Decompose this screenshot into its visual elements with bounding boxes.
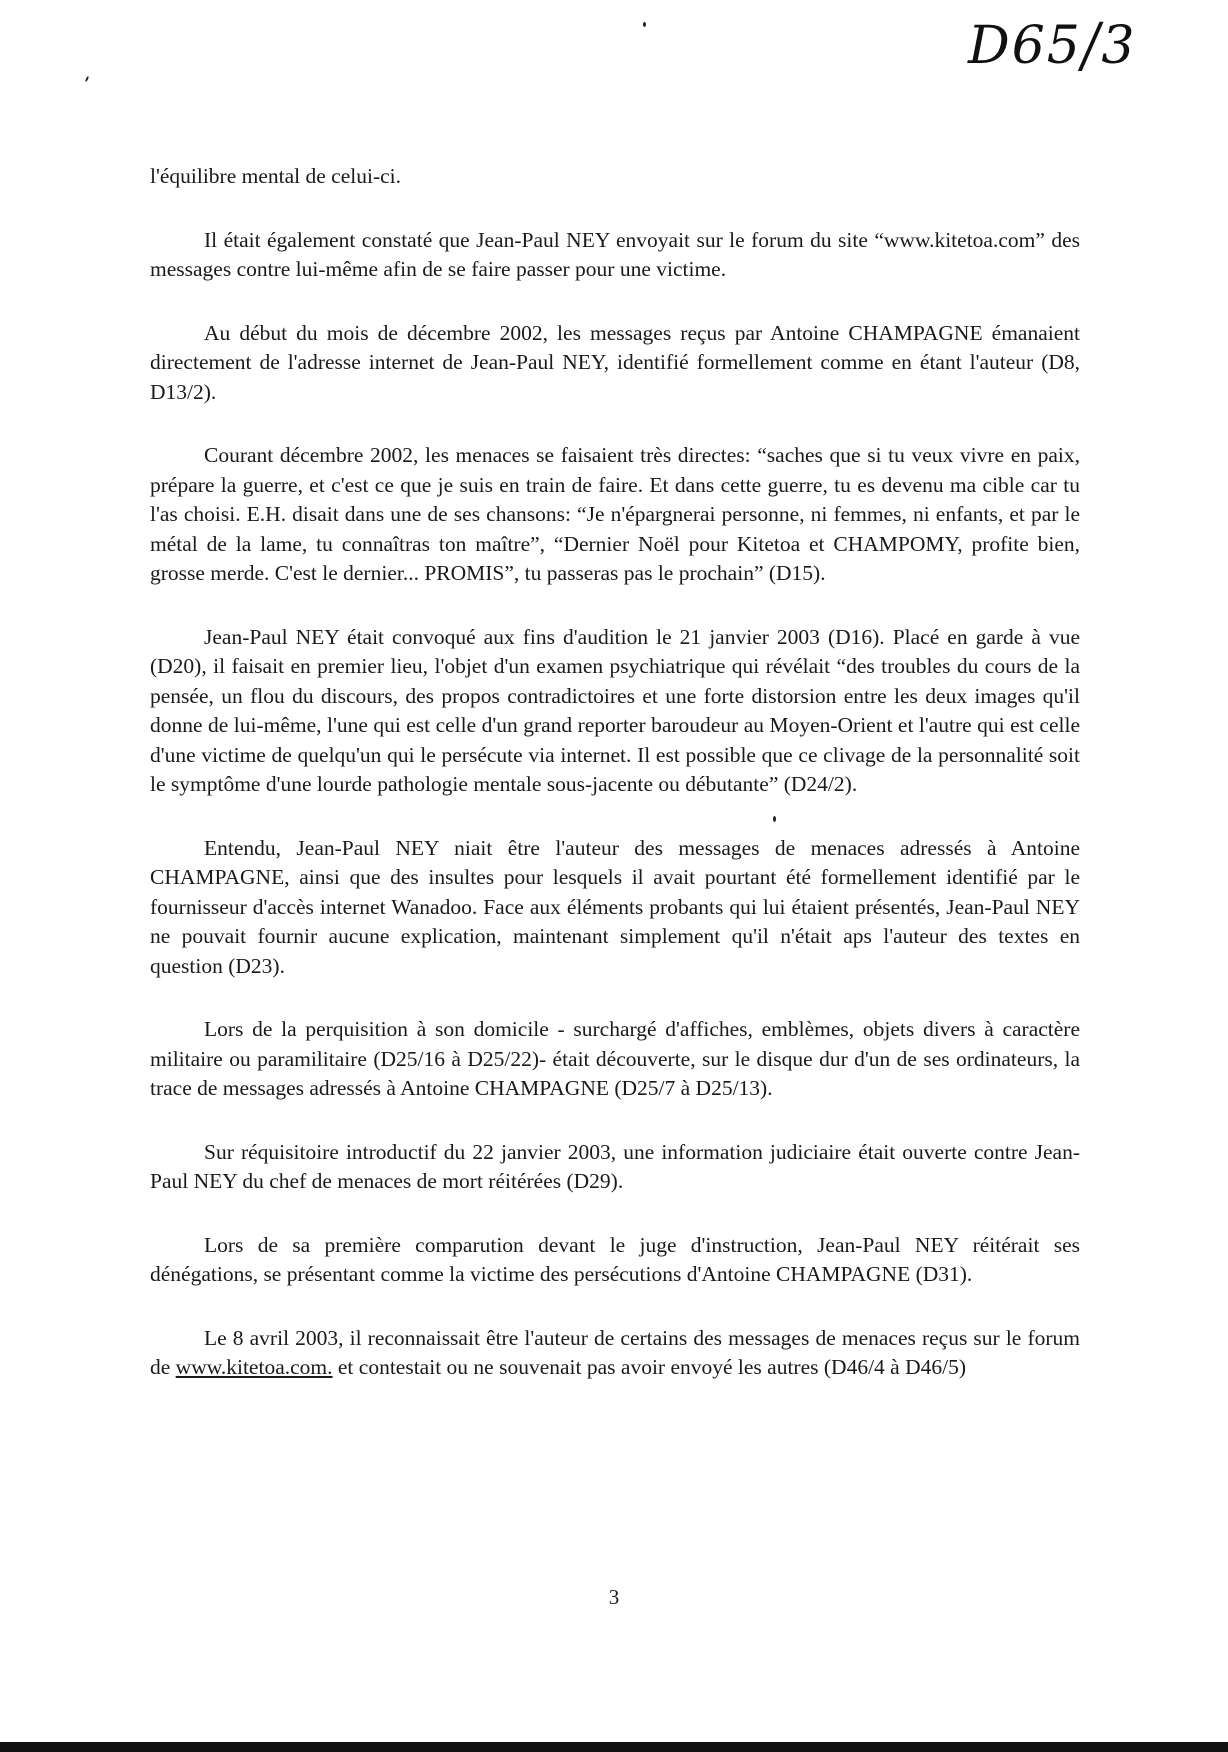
page-number: 3 (608, 1585, 620, 1609)
paragraph-2: Il était également constaté que Jean-Paul NEY envoyait sur le forum du site “www.kitetoa.com” des messages contre lui-même afin de se faire passer pour une victime. (150, 227, 1080, 281)
annotation-number: 3 (1101, 16, 1137, 76)
paragraph-7: Lors de la perquisition à son domicile - surchargé d'affiches, emblèmes, objets divers à caractère militaire ou paramilitaire (D25/16 à D25/22)- était découverte, sur le disque dur d'un de ses ordinateurs, la trace de messages adressés à Antoine CHAMPAGNE (D25/7 à D25/13). (150, 1017, 1080, 1100)
scan-speck (643, 22, 646, 27)
paragraph-10 (150, 1324, 1080, 1383)
paragraph-10-text-start: Le 8 avril 2003, il reconnaissait être l'auteur de certains des messages de menaces reçus sur le forum de (150, 1325, 1080, 1379)
paragraph-10-text-end: et contestait ou ne souvenait pas avoir envoyé les autres (D46/4 à D46/5) (332, 1355, 966, 1379)
handwritten-annotation (968, 11, 1137, 81)
paragraph-8: Sur réquisitoire introductif du 22 janvier 2003, une information judiciaire était ouverte contre Jean-Paul NEY du chef de menaces de mort réitérées (D29). (150, 1139, 1080, 1193)
annotation-code: D65 (968, 16, 1082, 76)
scan-bottom-edge (0, 1742, 1228, 1752)
kitetoa-link[interactable]: www.kitetoa.com. (175, 1355, 333, 1379)
paragraph-9: Lors de sa première comparution devant le juge d'instruction, Jean-Paul NEY réitérait ses dénégations, se présentant comme la victime des persécutions d'Antoine CHAMPAGNE (D31). (150, 1232, 1080, 1286)
paragraph-3: Au début du mois de décembre 2002, les messages reçus par Antoine CHAMPAGNE émanaient directement de l'adresse internet de Jean-Paul NEY, identifié formellement comme en étant l'auteur (D8, D13/2). (150, 320, 1080, 404)
annotation-slash: / (1081, 11, 1102, 81)
paragraph-4: Courant décembre 2002, les menaces se faisaient très directes: “saches que si tu veux vivre en paix, prépare la guerre, et c'est ce que je suis en train de faire. Et dans cette guerre, tu es devenu ma cible car tu l'as choisi. E.H. disait dans une de ses chansons: “Je n'épargnerai personne, ni femmes, ni enfants, et par le métal de la lame, tu connaîtras ton maître”, “Dernier Noël pour Kitetoa et CHAMPOMY, profite bien, grosse merde. C'est le dernier... PROMIS”, tu passeras pas le prochain” (D15). (150, 443, 1080, 585)
paragraph-1: l'équilibre mental de celui-ci. (150, 164, 402, 188)
document-body (150, 162, 1080, 1417)
scan-speck (85, 76, 89, 82)
paragraph-6: Entendu, Jean-Paul NEY niait être l'auteur des messages de menaces adressés à Antoine CHAMPAGNE, ainsi que des insultes pour lesquels il avait pourtant été formellement identifié par le fournisseur d'accès internet Wanadoo. Face aux éléments probants qui lui étaient présentés, Jean-Paul NEY ne pouvait fournir aucune explication, maintenant simplement qu'il n'était aps l'auteur des textes en question (D23). (150, 835, 1080, 978)
paragraph-5: Jean-Paul NEY était convoqué aux fins d'audition le 21 janvier 2003 (D16). Placé en garde à vue (D20), il faisait en premier lieu, l'objet d'un examen psychiatrique qui révélait “des troubles du cours de la pensée, un flou du discours, des propos contradictoires et une forte distorsion entre les deux images qu'il donne de lui-même, l'une qui est celle d'un grand reporter baroudeur au Moyen-Orient et l'autre qui est celle d'une victime de quelqu'un qui le persécute via internet. Il est possible que ce clivage de la personnalité soit le symptôme d'une lourde pathologie mentale sous-jacente ou débutante” (D24/2). (150, 624, 1080, 796)
